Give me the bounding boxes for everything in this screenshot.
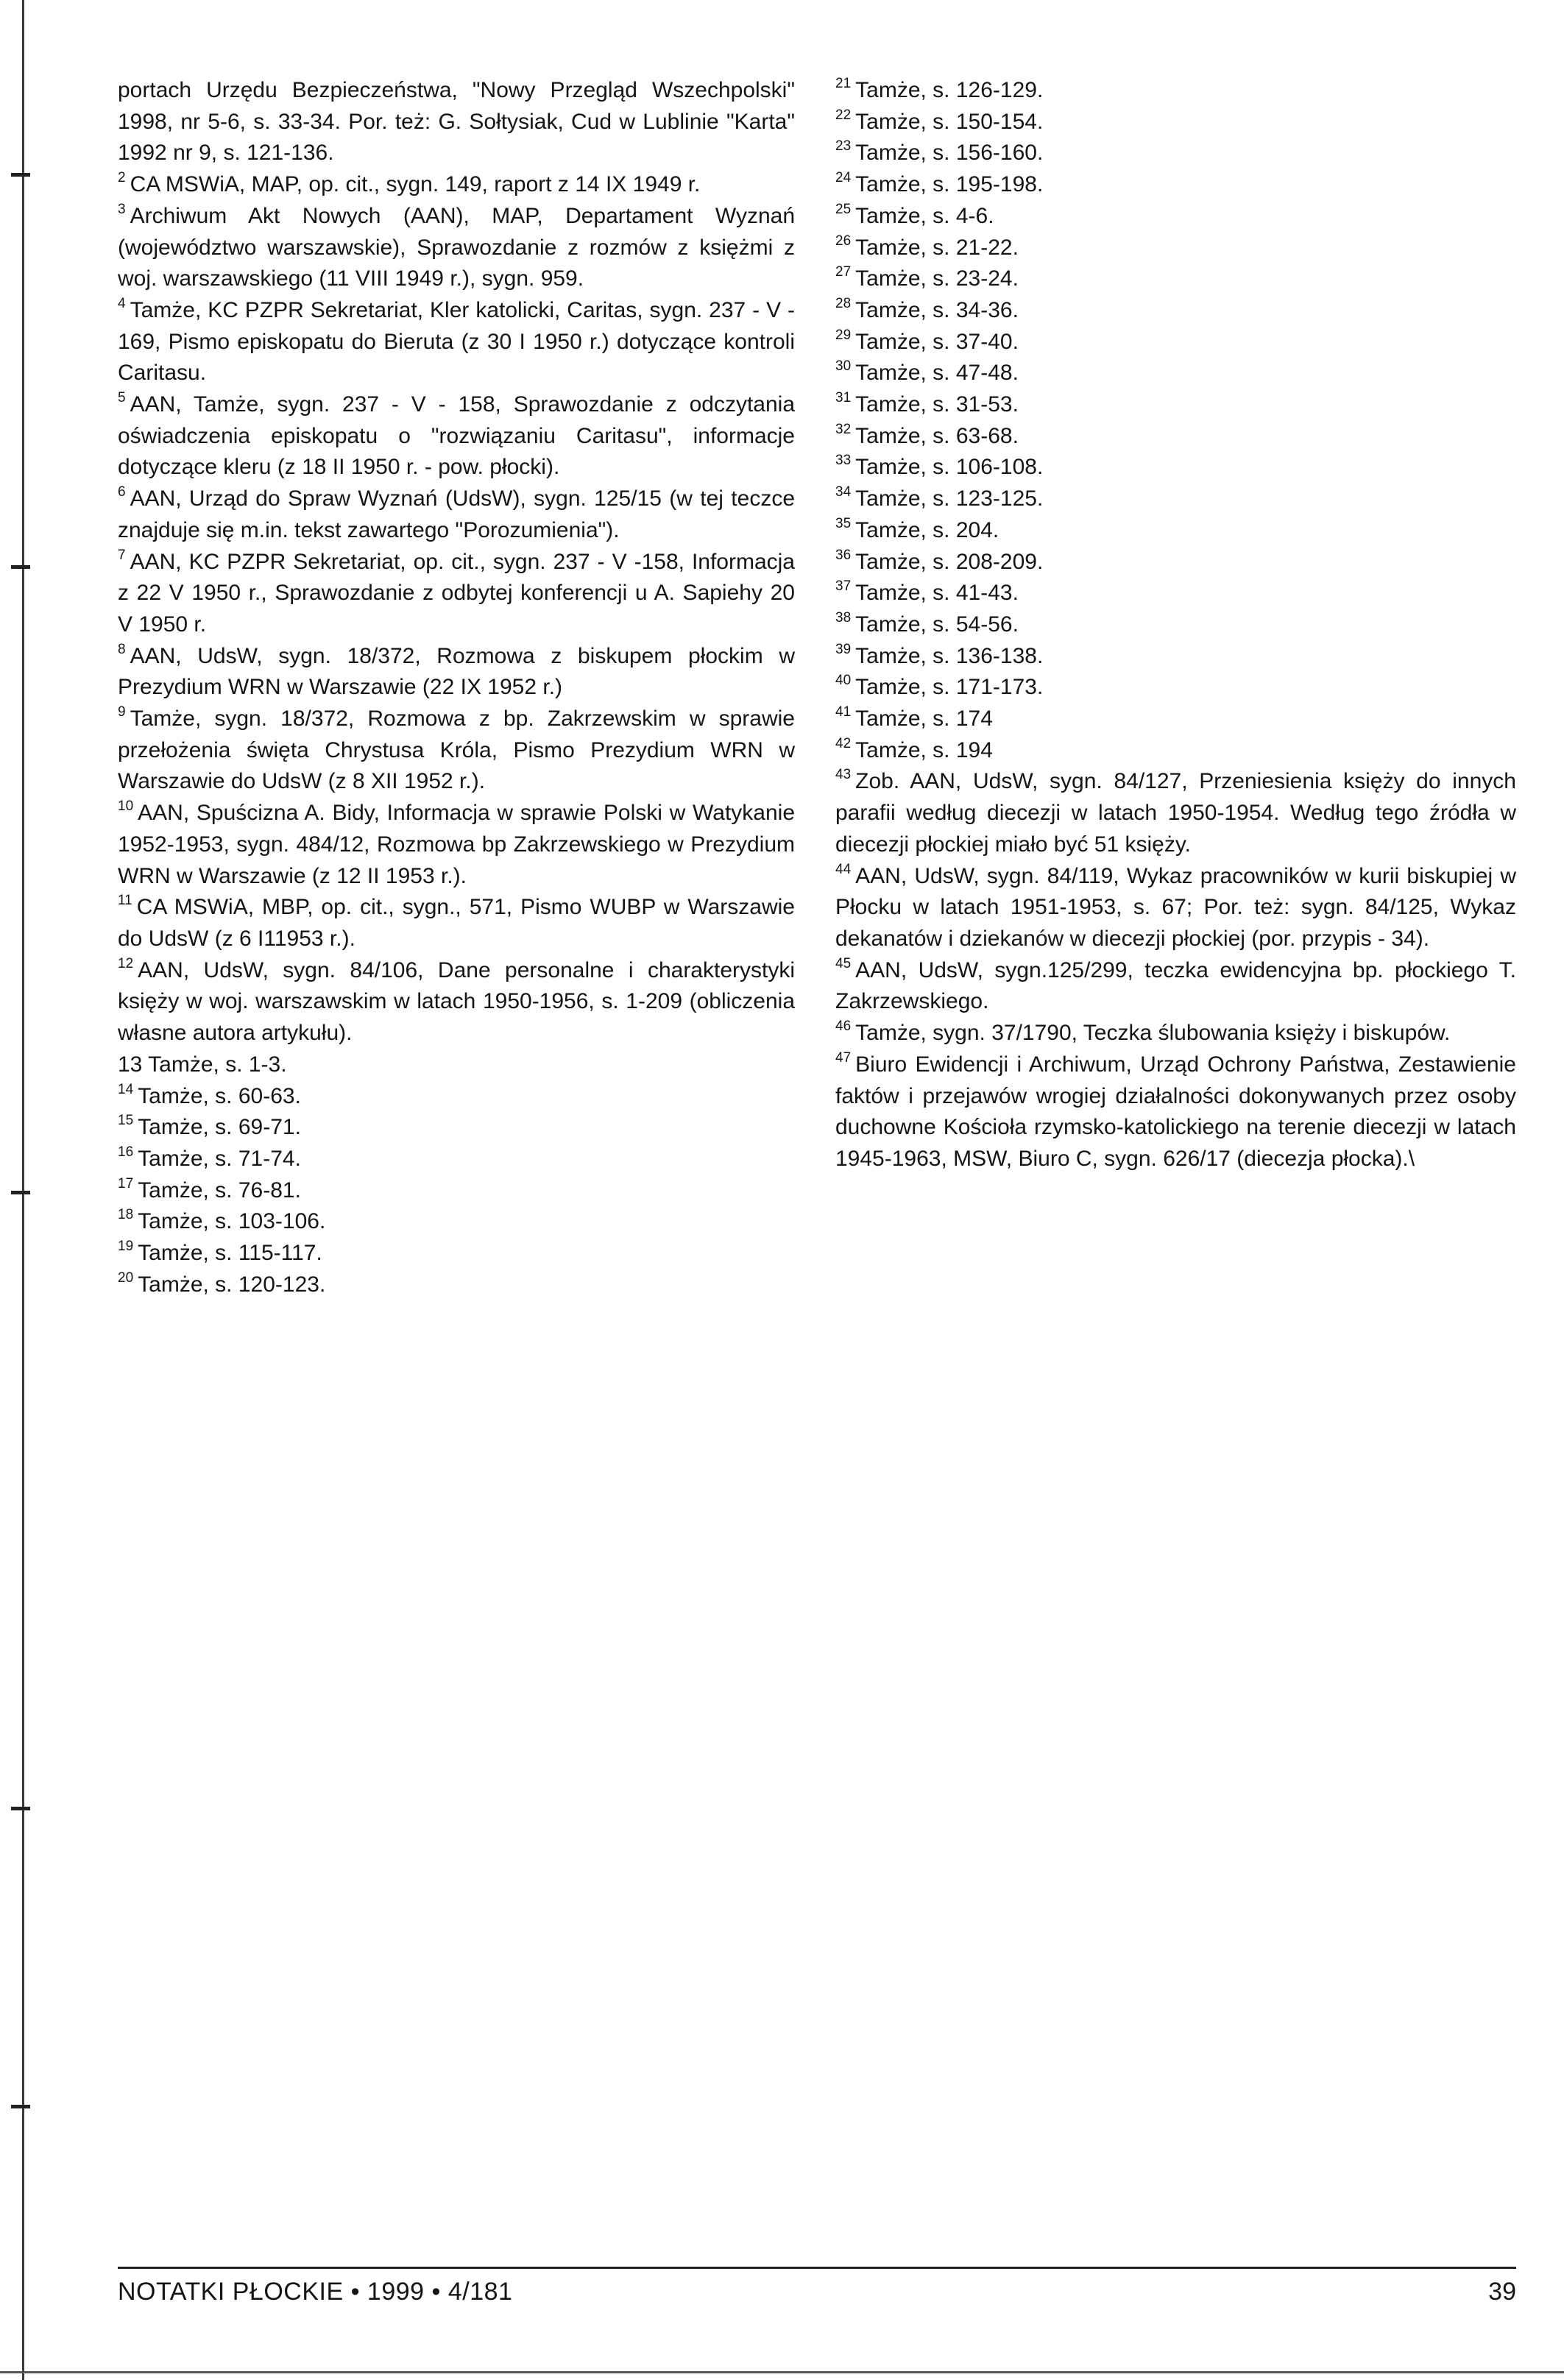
footnote: [118, 547, 795, 641]
footnote-text: Biuro Ewidencji i Archiwum, Urząd Ochrony Państwa, Zestawienie faktów i przejawów wrogiej działalności dokonywanych przez osoby duchowne Kościoła rzymsko-katolickiego na terenie diecezji w latach 1945-1963, MSW, Biuro C, sygn. 626/17 (diecezja płocka).\: [835, 1052, 1516, 1171]
scan-edge-line: [22, 0, 24, 2380]
footnote: [118, 484, 795, 546]
footnote-text: Tamże, s. 21-22.: [855, 235, 1019, 260]
footnote-text: Tamże, s. 126-129.: [855, 78, 1044, 102]
footnote: [118, 295, 795, 389]
footnote: [835, 641, 1516, 673]
footnote: [835, 861, 1516, 955]
footnote-number: 45: [835, 955, 852, 971]
footnote-number: 26: [835, 233, 852, 249]
footnote-text: Tamże, s. 47-48.: [855, 361, 1019, 386]
footnote-number: 42: [835, 735, 852, 751]
footnote-text: portach Urzędu Bezpieczeństwa, "Nowy Przegląd Wszechpolski" 1998, nr 5-6, s. 33-34. Por. też: G. Sołtysiak, Cud w Lublinie "Karta" 1992 nr 9, s. 121-136.: [118, 78, 795, 166]
footnote-number: 37: [835, 578, 852, 595]
footnote-text: Tamże, s. 150-154.: [855, 109, 1044, 134]
footnote-number: 16: [118, 1144, 134, 1160]
footnote-number: 20: [118, 1269, 134, 1286]
footnote-number: 18: [118, 1207, 134, 1223]
footnote: [835, 233, 1516, 264]
footnote: [835, 735, 1516, 767]
footnote-number: 28: [835, 295, 852, 311]
footnote: [835, 263, 1516, 295]
footnote-text: Tamże, s. 115-117.: [138, 1241, 322, 1266]
footnote-text: Tamże, s. 37-40.: [855, 329, 1019, 354]
footnote-text: CA MSWiA, MAP, op. cit., sygn. 149, raport z 14 IX 1949 r.: [130, 172, 701, 197]
footnote-text: Tamże, s. 195-198.: [855, 172, 1044, 197]
footnote-text: AAN, Spuścizna A. Bidy, Informacja w sprawie Polski w Watykanie 1952-1953, sygn. 484/12, Rozmowa bp Zakrzewskiego w Prezydium WRN w Warszawie (z 12 II 1953 r.).: [118, 801, 795, 888]
footnote-text: Tamże, s. 103-106.: [138, 1209, 326, 1234]
footnote-text: Tamże, s. 4-6.: [855, 203, 994, 228]
footnote-number: 43: [835, 767, 852, 783]
footnote-number: 32: [835, 421, 852, 437]
footnote-number: 17: [118, 1175, 134, 1191]
footnote: [118, 201, 795, 295]
footnote-text: AAN, Urząd do Spraw Wyznań (UdsW), sygn. 125/15 (w tej teczce znajduje się m.in. tekst zawartego "Porozumienia").: [118, 486, 795, 542]
footnote: [118, 1175, 795, 1207]
footnote-number: 10: [118, 798, 134, 815]
footnote-number: 23: [835, 138, 852, 155]
footnote: [835, 327, 1516, 358]
footnote: [835, 452, 1516, 484]
footnote-text: Tamże, s. 120-123.: [138, 1272, 326, 1297]
footnote-number: 21: [835, 76, 852, 91]
footnote-number: 31: [835, 390, 852, 406]
footnote: [118, 1081, 795, 1113]
footnote-text: Tamże, s. 71-74.: [138, 1146, 301, 1171]
footnote-text: 13 Tamże, s. 1-3.: [118, 1052, 287, 1077]
footnote-text: Tamże, s. 174: [855, 706, 993, 732]
footnote-text: Archiwum Akt Nowych (AAN), MAP, Departament Wyznań (województwo warszawskie), Sprawozdanie z rozmów z księżmi z woj. warszawskiego (11 VIII 1949 r.), sygn. 959.: [118, 203, 795, 291]
footnote-text: Tamże, s. 208-209.: [855, 549, 1044, 574]
footnote-text: Tamże, sygn. 18/372, Rozmowa z bp. Zakrzewskim w sprawie przełożenia święta Chrystusa Króla, Pismo Prezydium WRN w Warszawie do UdsW (z 8 XII 1952 r.).: [118, 706, 795, 794]
footnotes-left-column: [118, 75, 795, 1300]
footnote: [118, 955, 795, 1049]
footnote-number: 41: [835, 704, 852, 720]
footnote: [118, 1144, 795, 1175]
footnote-number: 27: [835, 264, 852, 280]
page-number: 39: [1488, 2278, 1516, 2306]
footnote-text: Tamże, s. 31-53.: [855, 392, 1019, 417]
scan-bottom-edge: [0, 2371, 1564, 2373]
footnote-number: 2: [118, 170, 126, 186]
footnote: [118, 169, 795, 201]
footnote: [118, 892, 795, 955]
footnote-text: Zob. AAN, UdsW, sygn. 84/127, Przeniesienia księży do innych parafii według diecezji w latach 1950-1954. Według tego źródła w diecezji płockiej miało być 51 księży.: [835, 769, 1516, 857]
footnote-text: Tamże, s. 76-81.: [138, 1177, 301, 1203]
footnote-number: 30: [835, 358, 852, 375]
footnote: [835, 547, 1516, 578]
footnote-text: AAN, UdsW, sygn. 84/106, Dane personalne i charakterystyki księży w woj. warszawskim w latach 1950-1956, s. 1-209 (obliczenia własne autora artykułu).: [118, 957, 795, 1046]
footnote-text: AAN, UdsW, sygn. 18/372, Rozmowa z biskupem płockim w Prezydium WRN w Warszawie (22 IX 1952 r.): [118, 643, 795, 700]
footnote-number: 11: [118, 893, 132, 909]
footnote-number: 29: [835, 327, 852, 343]
footnote-text: Tamże, s. 194: [855, 737, 993, 762]
footnote-number: 34: [835, 484, 852, 500]
scan-edge-mark: [11, 1191, 30, 1194]
footnote-number: 47: [835, 1049, 852, 1066]
footnote: [835, 138, 1516, 169]
footnote-text: Tamże, s. 60-63.: [138, 1083, 301, 1108]
footnote-number: 44: [835, 861, 852, 877]
journal-title: NOTATKI PŁOCKIE • 1999 • 4/181: [118, 2278, 513, 2306]
footnote-text: Tamże, s. 156-160.: [855, 141, 1044, 166]
footnote: [118, 389, 795, 484]
footnote: [835, 295, 1516, 327]
footnote-number: 22: [835, 107, 852, 123]
footnote-text: Tamże, s. 63-68.: [855, 423, 1019, 448]
footnote: [118, 798, 795, 892]
scan-edge-mark: [11, 2105, 30, 2108]
footnote: [118, 1112, 795, 1144]
footnote: [835, 955, 1516, 1018]
footnote-number: 8: [118, 641, 126, 657]
footnote: [835, 107, 1516, 138]
footnote-number: 4: [118, 295, 126, 311]
footnote-text: AAN, UdsW, sygn.125/299, teczka ewidencyjna bp. płockiego T. Zakrzewskiego.: [835, 957, 1516, 1014]
footnote-number: 5: [118, 390, 126, 406]
footnote-number: 38: [835, 609, 852, 626]
footnote-text: Tamże, s. 54-56.: [855, 612, 1019, 637]
footnote-number: 39: [835, 641, 852, 657]
footnote-number: 35: [835, 515, 852, 531]
footnote: [835, 75, 1516, 107]
footnote: [118, 1238, 795, 1269]
footnote-text: Tamże, s. 123-125.: [855, 486, 1044, 511]
footnote-text: Tamże, s. 106-108.: [855, 455, 1044, 480]
footnote-text: Tamże, KC PZPR Sekretariat, Kler katolicki, Caritas, sygn. 237 - V - 169, Pismo episkopatu do Bieruta (z 30 I 1950 r.) dotyczące kontroli Caritasu.: [118, 297, 795, 386]
footnote-text: Tamże, s. 23-24.: [855, 266, 1019, 291]
footnote-text: Tamże, s. 171-173.: [855, 675, 1044, 700]
footnote: [835, 201, 1516, 233]
footnote-text: AAN, UdsW, sygn. 84/119, Wykaz pracowników w kurii biskupiej w Płocku w latach 1951-1953, s. 67; Por. też: sygn. 84/125, Wykaz dekanatów i dziekanów w diecezji płockiej (por. przypis - 34).: [835, 863, 1516, 951]
footnote-text: Tamże, s. 34-36.: [855, 297, 1019, 322]
footnote-text: Tamże, s. 69-71.: [138, 1115, 301, 1140]
footnote-number: 12: [118, 955, 134, 971]
footnote: [835, 766, 1516, 860]
footnote: [835, 1049, 1516, 1175]
footnote-number: 25: [835, 201, 852, 217]
footnote: [835, 389, 1516, 421]
footnote-text: AAN, Tamże, sygn. 237 - V - 158, Sprawozdanie z odczytania oświadczenia episkopatu o "rozwiązaniu Caritasu", informacje dotyczące kleru (z 18 II 1950 r. - pow. płocki).: [118, 392, 795, 480]
footnote-text: CA MSWiA, MBP, op. cit., sygn., 571, Pismo WUBP w Warszawie do UdsW (z 6 I11953 r.).: [118, 895, 795, 951]
scan-edge-mark: [11, 173, 30, 177]
footnote: [118, 1269, 795, 1301]
footnote-text: Tamże, s. 136-138.: [855, 643, 1044, 668]
footnote-number: 19: [118, 1239, 134, 1255]
footnote: [835, 169, 1516, 201]
footnote-number: 24: [835, 170, 852, 186]
footnote-text: AAN, KC PZPR Sekretariat, op. cit., sygn. 237 - V -158, Informacja z 22 V 1950 r., Sprawozdanie z odbytej konferencji u A. Sapiehy 20 V 1950 r.: [118, 549, 795, 637]
footnote: [118, 75, 795, 169]
footnote: [118, 704, 795, 798]
scan-edge-mark: [11, 1807, 30, 1810]
footnote-number: 36: [835, 547, 852, 563]
footnote: [118, 1206, 795, 1238]
footnote: [835, 704, 1516, 735]
footnote-number: 14: [118, 1081, 134, 1097]
page-footer: [118, 2267, 1516, 2306]
footnote: [835, 515, 1516, 547]
footnote: [835, 1018, 1516, 1049]
footnote-number: 46: [835, 1019, 852, 1035]
footnote-number: 3: [118, 201, 126, 217]
footnote-number: 6: [118, 484, 126, 500]
footnotes-right-column: [835, 75, 1516, 1175]
footnote-number: 9: [118, 704, 126, 720]
footnote-text: Tamże, s. 41-43.: [855, 581, 1019, 606]
scan-edge-mark: [11, 565, 30, 569]
footnote-text: Tamże, s. 204.: [855, 517, 999, 542]
footnote: [118, 641, 795, 704]
footnote-text: Tamże, sygn. 37/1790, Teczka ślubowania księży i biskupów.: [855, 1021, 1451, 1046]
footnote: [118, 1049, 795, 1081]
footnote: [835, 358, 1516, 389]
footnote: [835, 609, 1516, 641]
footnote: [835, 578, 1516, 609]
footnote: [835, 672, 1516, 704]
footnote: [835, 421, 1516, 453]
footnote: [835, 484, 1516, 515]
footnote-number: 15: [118, 1113, 134, 1129]
footnote-number: 7: [118, 547, 126, 563]
footnote-number: 33: [835, 453, 852, 469]
footnote-number: 40: [835, 673, 852, 689]
